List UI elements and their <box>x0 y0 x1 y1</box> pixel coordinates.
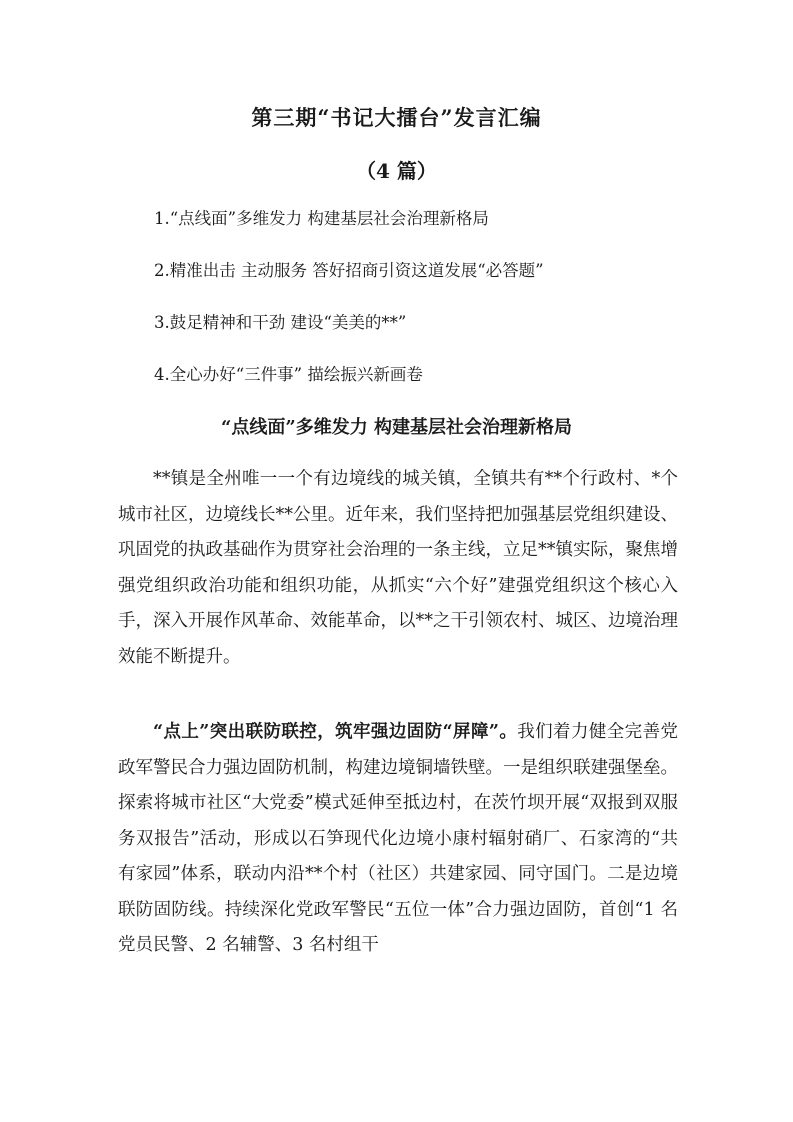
toc-item-1: 1.“点线面”多维发力 构建基层社会治理新格局 <box>154 209 489 228</box>
toc-item-4: 4.全心办好“三件事” 描绘振兴新画卷 <box>154 365 423 384</box>
section-heading: “点线面”多维发力 构建基层社会治理新格局 <box>221 417 572 438</box>
document-subtitle: （4 篇） <box>356 159 437 183</box>
body-paragraph-1: **镇是全州唯一一个有边境线的城关镇，全镇共有**个行政村、*个城市社区，边境线长**公里。近年来，我们坚持把加强基层党组织建设、巩固党的执政基础作为贯穿社会治理的一条主线，立足**镇实际，聚焦增强党组织政治功能和组织功能，从抓实“六个好”建强党组织这个核心入手，深入开展作风革命、效能革命，以**之干引领农村、城区、边境治理效能不断提升。 <box>118 469 678 667</box>
paragraph-lead-sentence: “点上”突出联防联控，筑牢强边固防“屏障”。 <box>153 722 518 742</box>
body-paragraph-2 <box>118 715 678 964</box>
toc-item-2: 2.精准出击 主动服务 答好招商引资这道发展“必答题” <box>154 261 544 280</box>
document-title: 第三期“书记大擂台”发言汇编 <box>251 105 542 130</box>
paragraph-body-text: 我们着力健全完善党政军警民合力强边固防机制，构建边境铜墙铁壁。一是组织联建强堡垒。探索将城市社区“大党委”模式延伸至抵边村，在茨竹坝开展“双报到双服务双报告”活动，形成以石笋现代化边境小康村辐射硝厂、石家湾的“共有家园”体系，联动内沿**个村（社区）共建家园、同守国门。二是边境联防固防线。持续深化党政军警民“五位一体”合力强边固防，首创“1 名党员民警、2 名辅警、3 名村组干 <box>118 722 678 955</box>
toc-item-3: 3.鼓足精神和干劲 建设“美美的**” <box>154 313 407 332</box>
table-of-contents <box>154 208 714 416</box>
